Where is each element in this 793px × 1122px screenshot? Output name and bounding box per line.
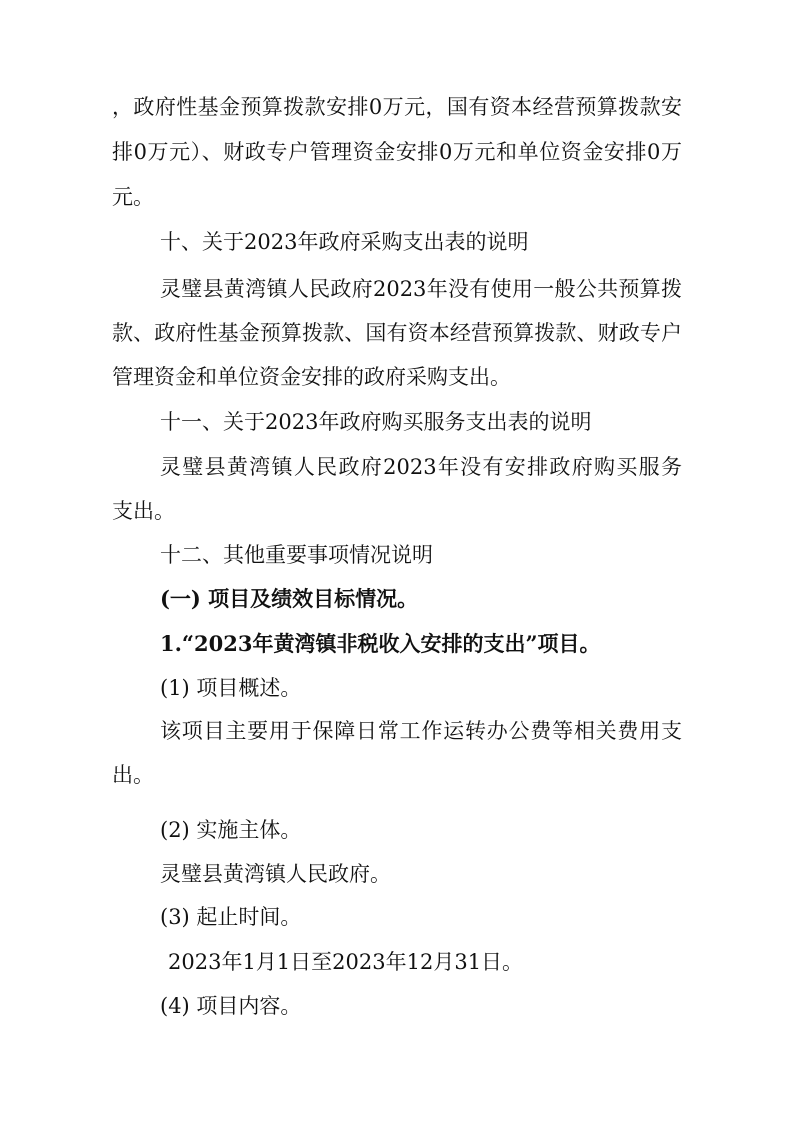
section-heading: 十二、其他重要事项情况说明: [160, 543, 433, 567]
paragraph-line: ，政府性基金预算拨款安排0万元，国有资本经营预算拨款安: [112, 95, 682, 119]
section-heading: 十一、关于2023年政府购买服务支出表的说明: [160, 410, 592, 434]
item-heading: (1) 项目概述。: [160, 676, 302, 700]
paragraph-line: 出。: [112, 763, 154, 787]
paragraph-line: 元。: [112, 185, 154, 209]
paragraph-line: 灵璧县黄湾镇人民政府。: [160, 862, 391, 886]
paragraph-line: 2023年1月1日至2023年12月31日。: [168, 950, 524, 974]
paragraph-line: 支出。: [112, 499, 175, 523]
paragraph-line: 管理资金和单位资金安排的政府采购支出。: [112, 365, 511, 389]
paragraph-line: 款、政府性基金预算拨款、国有资本经营预算拨款、财政专户: [112, 321, 682, 345]
subsection-heading: (一) 项目及绩效目标情况。: [160, 586, 419, 611]
item-heading: (4) 项目内容。: [160, 994, 302, 1018]
section-heading: 十、关于2023年政府采购支出表的说明: [160, 230, 529, 254]
paragraph-line: 该项目主要用于保障日常工作运转办公费等相关费用支: [160, 719, 682, 743]
paragraph-line: 排0万元）、财政专户管理资金安排0万元和单位资金安排0万: [112, 140, 682, 164]
paragraph-line: 灵璧县黄湾镇人民政府2023年没有使用一般公共预算拨: [160, 277, 682, 301]
item-heading: (3) 起止时间。: [160, 905, 302, 929]
project-title: 1.“2023年黄湾镇非税收入安排的支出”项目。: [160, 631, 601, 656]
item-heading: (2) 实施主体。: [160, 818, 302, 842]
paragraph-line: 灵璧县黄湾镇人民政府2023年没有安排政府购买服务: [160, 455, 682, 479]
